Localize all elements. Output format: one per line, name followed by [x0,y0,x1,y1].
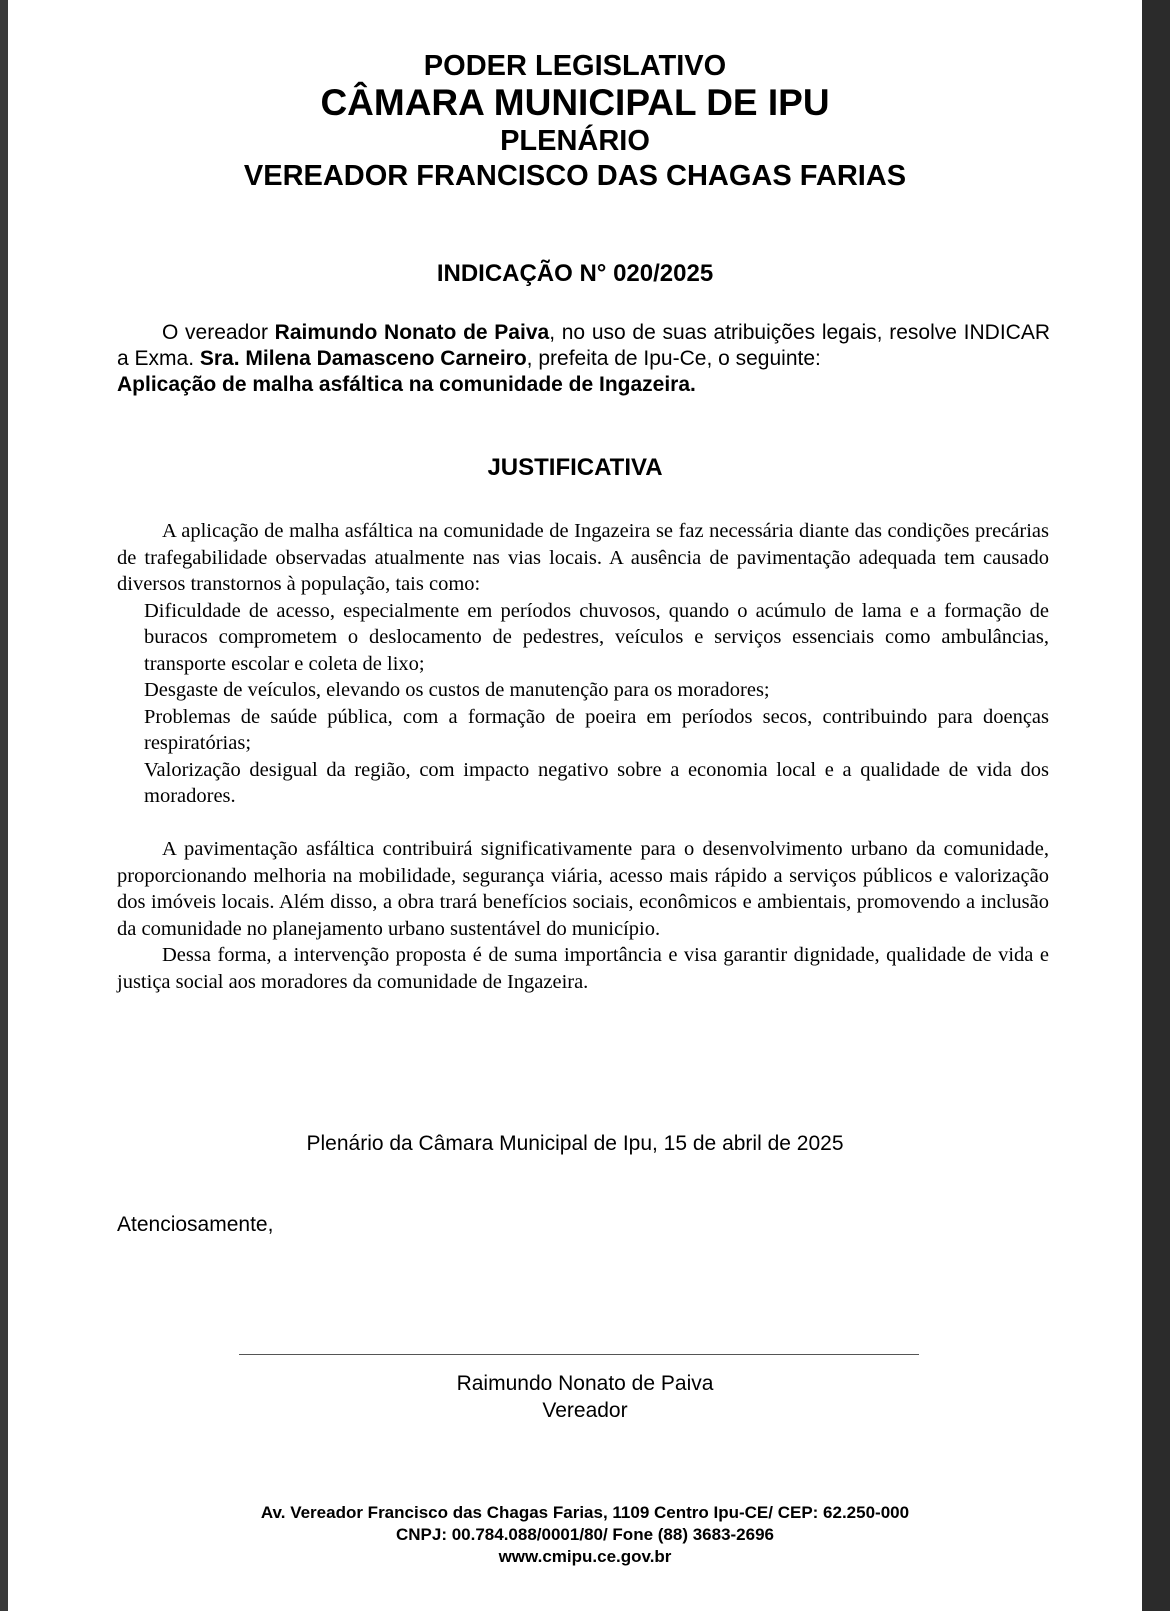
justification-item: Desgaste de veículos, elevando os custos de manutenção para os moradores; [144,679,770,701]
indication-intro [117,320,1050,398]
justification-conclusion [117,836,1049,995]
intro-part-2: , no uso de suas atribuições legais, resolve INDICAR a Exma. [117,321,1050,370]
recipient-name: Sra. Milena Damasceno Carneiro [199,347,527,370]
header-line-councilor: VEREADOR FRANCISCO DAS CHAGAS FARIAS [243,160,907,192]
justification-paragraph-2: A pavimentação asfáltica contribuirá significativamente para o desenvolvimento urbano da comunidade, proporcionando melhoria na mobilidade, segurança viária, acesso mais rápido a serviços públicos e valorização dos imóveis locais. Além disso, a obra trará benefícios sociais, econômicos e ambientais, promovendo a inclusão da comunidade no planejamento urbano sustentável do município. [117,838,1049,940]
justification-paragraph-3: Dessa forma, a intervenção proposta é de suma importância e visa garantir dignidade, qualidade de vida e justiça social aos moradores da comunidade de Ingazeira. [117,944,1049,993]
footer-cnpj-phone: CNPJ: 00.784.088/0001/80/ Fone (88) 3683-2696 [395,1525,775,1544]
justification-item: Problemas de saúde pública, com a formação de poeira em períodos secos, contribuindo para doenças respiratórias; [144,705,1049,754]
signer-name: Raimundo Nonato de Paiva [456,1372,714,1395]
signature-block [0,1370,1170,1424]
document-header [0,50,1150,194]
justification-title: JUSTIFICATIVA [487,454,663,481]
footer-address: Av. Vereador Francisco das Chagas Farias, 1109 Centro Ipu-CE/ CEP: 62.250-000 [260,1503,910,1522]
salutation: Atenciosamente, [117,1213,274,1236]
justification-paragraph-1: A aplicação de malha asfáltica na comunidade de Ingazeira se faz necessária diante das condições precárias de trafegabilidade observadas atualmente nas vias locais. A ausência de pavimentação adequada tem causado diversos transtornos à população, tais como: [117,520,1049,595]
justification-item: Dificuldade de acesso, especialmente em períodos chuvosos, quando o acúmulo de lama e a formação de buracos comprometem o deslocamento de pedestres, veículos e serviços essenciais como ambulâncias, transporte escolar e coleta de lixo; [144,599,1049,675]
justification-body [117,518,1049,810]
header-line-legislative: PODER LEGISLATIVO [423,50,727,82]
document-footer [0,1502,1170,1568]
vereador-name: Raimundo Nonato de Paiva [274,321,550,344]
signer-role: Vereador [542,1399,628,1422]
indication-subject [117,372,1050,398]
intro-part-3: , prefeita de Ipu-Ce, o seguinte: [526,347,821,370]
header-line-chamber: CÂMARA MUNICIPAL DE IPU [320,82,830,123]
intro-paragraph [117,320,1050,372]
intro-part-1: O vereador [162,321,275,344]
subject-text: Aplicação de malha asfáltica na comunidade de Ingazeira. [117,373,696,396]
indication-title: INDICAÇÃO N° 020/2025 [436,260,714,287]
footer-website: www.cmipu.ce.gov.br [498,1547,672,1566]
signature-line [239,1354,919,1355]
header-line-plenary: PLENÁRIO [500,125,650,157]
justification-item: Valorização desigual da região, com impacto negativo sobre a economia local e a qualidade de vida dos moradores. [144,758,1049,807]
place-and-date: Plenário da Câmara Municipal de Ipu, 15 de abril de 2025 [306,1132,844,1155]
